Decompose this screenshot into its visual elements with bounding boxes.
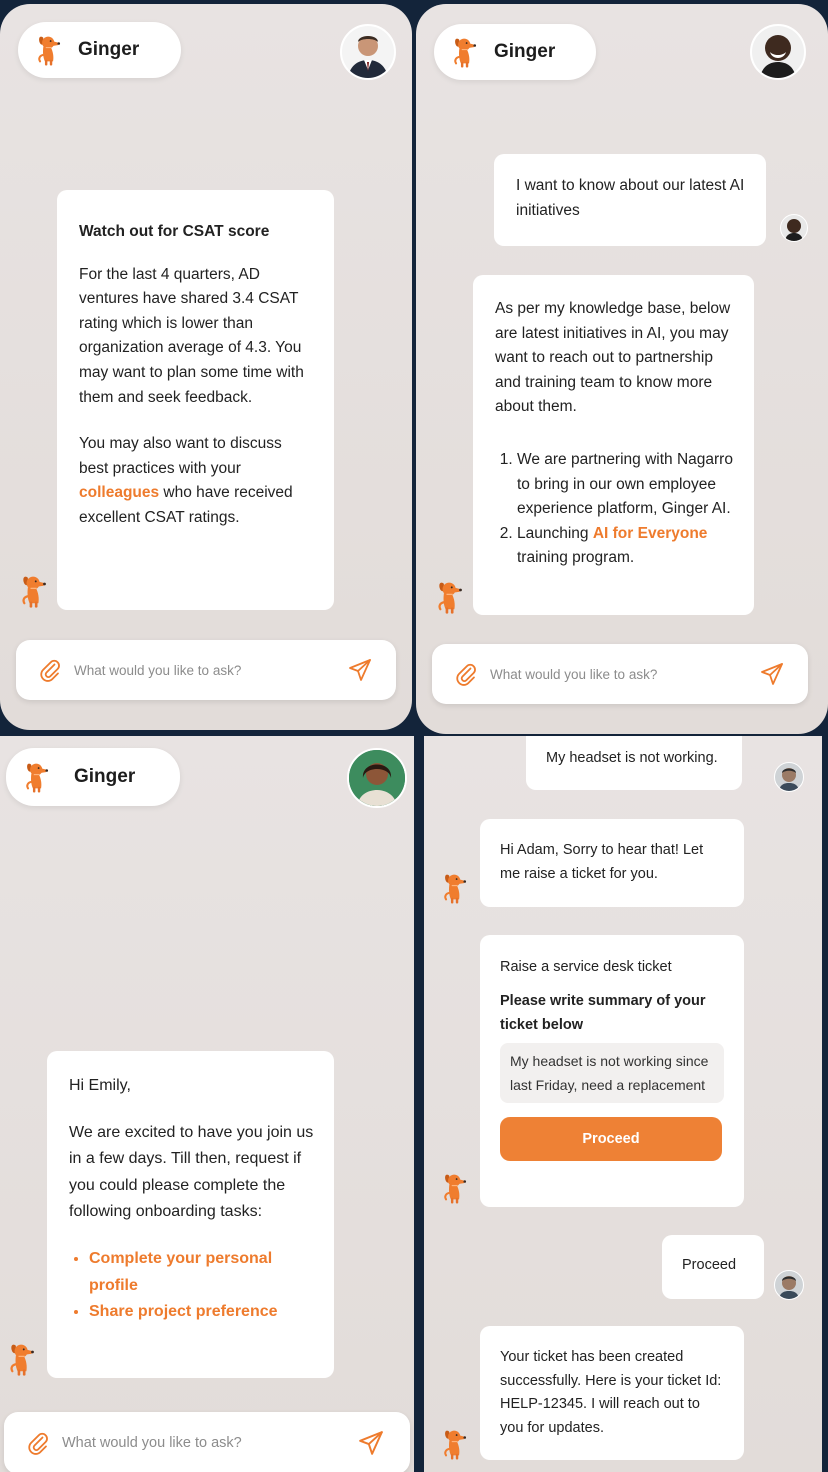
chat-input-bar[interactable] — [432, 644, 808, 704]
dog-mascot-icon — [452, 35, 478, 69]
user-avatar-small — [774, 1270, 804, 1300]
paperclip-icon[interactable] — [38, 658, 62, 682]
chat-panel-service-desk — [424, 736, 822, 1472]
user-avatar-small — [780, 214, 808, 242]
list-item: 1. We are partnering with Nagarro to bring in our own employee experience platform, Ginger AI. — [517, 448, 738, 522]
chat-input-bar[interactable] — [4, 1412, 410, 1472]
message-paragraph: As per my knowledge base, below are latest initiatives in AI, you may want to reach out to partnership and training team to know more about them. — [495, 300, 731, 416]
user-message-text: I want to know about our latest AI initiatives — [516, 177, 745, 219]
app-header-pill — [434, 24, 596, 80]
proceed-button[interactable]: Proceed — [500, 1117, 722, 1161]
dog-mascot-icon — [36, 33, 62, 67]
dog-mascot-icon — [442, 1170, 468, 1206]
user-message-text: My headset is not working. — [546, 750, 718, 766]
user-avatar-small — [774, 762, 804, 792]
bot-message-text: Your ticket has been created successfully. Here is your ticket Id: HELP-12345. I will reach out to you for updates. — [500, 1349, 722, 1436]
send-icon[interactable] — [358, 1430, 384, 1456]
message-heading: Watch out for CSAT score — [79, 223, 270, 240]
user-message — [662, 1235, 764, 1299]
bot-message — [480, 1326, 744, 1460]
app-name: Ginger — [494, 41, 556, 62]
colleagues-link[interactable]: colleagues — [79, 484, 160, 502]
ticket-form-card — [480, 935, 744, 1207]
send-icon[interactable] — [760, 662, 784, 686]
dog-mascot-icon — [20, 572, 48, 610]
chat-input-placeholder[interactable]: What would you like to ask? — [62, 1435, 242, 1451]
ticket-summary-field[interactable]: My headset is not working since last Friday, need a replacement — [500, 1043, 724, 1103]
form-title: Raise a service desk ticket — [500, 959, 672, 975]
dog-mascot-icon — [8, 1340, 36, 1378]
paperclip-icon[interactable] — [26, 1431, 50, 1455]
message-paragraph: We are excited to have you join us in a few days. Till then, request if you could please complete the following onboarding tasks: — [69, 1123, 314, 1221]
paperclip-icon[interactable] — [454, 662, 478, 686]
bot-message — [480, 819, 744, 907]
onboarding-task-list — [69, 1246, 318, 1326]
ai-for-everyone-link[interactable]: AI for Everyone — [592, 524, 708, 542]
bot-message-text: Hi Adam, Sorry to hear that! Let me raise a ticket for you. — [500, 842, 704, 882]
message-paragraph: You may also want to discuss best practices with your colleagues who have received excellent CSAT ratings. — [79, 435, 293, 526]
bot-message-ai — [473, 275, 754, 615]
chat-input-placeholder[interactable]: What would you like to ask? — [74, 662, 242, 678]
form-prompt: Please write summary of your ticket below — [500, 993, 706, 1033]
task-link[interactable]: • Share project preference — [89, 1299, 318, 1326]
app-header-pill — [6, 748, 180, 806]
app-name: Ginger — [78, 39, 140, 60]
initiatives-list — [495, 448, 738, 571]
task-link[interactable]: • Complete your personal profile — [89, 1246, 318, 1299]
dog-mascot-icon — [442, 870, 468, 906]
user-avatar[interactable] — [347, 748, 407, 808]
chat-input-bar[interactable] — [16, 640, 396, 700]
user-avatar[interactable] — [750, 24, 806, 80]
chat-input-placeholder[interactable]: What would you like to ask? — [490, 666, 658, 682]
dog-mascot-icon — [436, 578, 464, 616]
app-name: Ginger — [74, 766, 136, 787]
bot-message-csat — [57, 190, 334, 610]
user-message — [526, 736, 742, 790]
user-avatar[interactable] — [340, 24, 396, 80]
message-greeting: Hi Emily, — [69, 1077, 131, 1094]
bot-message-onboarding — [47, 1051, 334, 1378]
app-header-pill — [18, 22, 181, 78]
dog-mascot-icon — [24, 760, 50, 794]
user-message — [494, 154, 766, 246]
list-item: 2. Launching AI for Everyone training program. — [517, 522, 738, 571]
chat-panel-ai-initiatives — [416, 4, 828, 734]
chat-panel-csat — [0, 4, 412, 730]
send-icon[interactable] — [348, 658, 372, 682]
message-paragraph: For the last 4 quarters, AD ventures have shared 3.4 CSAT rating which is lower than organization average of 4.3. You may want to plan some time with them and seek feedback. — [79, 265, 304, 406]
user-message-text: Proceed — [682, 1257, 737, 1273]
chat-panel-onboarding — [0, 736, 414, 1472]
dog-mascot-icon — [442, 1426, 468, 1462]
